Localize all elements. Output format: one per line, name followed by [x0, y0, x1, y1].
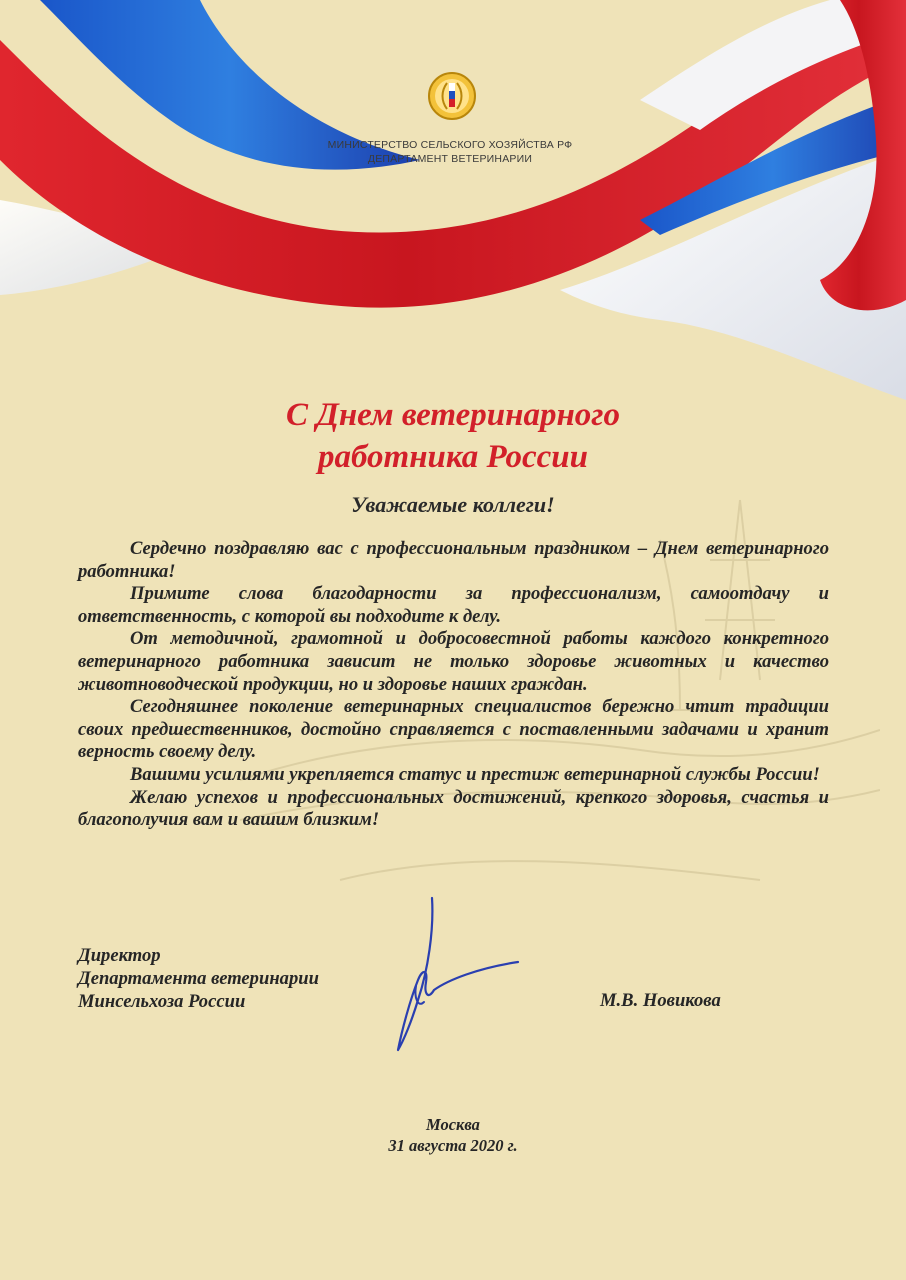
- tricolor-ribbon-decoration: [0, 0, 906, 420]
- department-name: ДЕПАРТАМЕНТ ВЕТЕРИНАРИИ: [367, 153, 533, 165]
- paragraph: Примите слова благодарности за профессионализм, самоотдачу и ответственность, с которой вы подходите к делу.: [78, 583, 829, 627]
- letter-body: [78, 538, 829, 832]
- date: 31 августа 2020 г.: [388, 1136, 518, 1155]
- paragraph: Вашими усилиями укрепляется статус и престиж ветеринарной службы России!: [130, 763, 820, 785]
- position-line-3: Минсельхоза России: [78, 991, 246, 1012]
- ministry-emblem-icon: [427, 71, 477, 121]
- paragraph: Сердечно поздравляю вас с профессиональным праздником – Днем ветеринарного работника!: [78, 538, 829, 582]
- greeting-title: [150, 394, 756, 478]
- ministry-name: МИНИСТЕРСТВО СЕЛЬСКОГО ХОЗЯЙСТВА РФ: [327, 139, 573, 151]
- handwritten-signature: [388, 890, 528, 1060]
- city: Москва: [426, 1115, 480, 1134]
- organization-header: [250, 138, 650, 166]
- paragraph: Желаю успехов и профессиональных достижений, крепкого здоровья, счастья и благополучия вам и вашим близким!: [78, 786, 829, 831]
- position-line-1: Директор: [78, 945, 161, 966]
- title-line-2: работника России: [318, 439, 588, 475]
- title-line-1: С Днем ветеринарного: [286, 397, 620, 433]
- signatory-position: [78, 944, 319, 1013]
- position-line-2: Департамента ветеринарии: [78, 968, 319, 989]
- paragraph: От методичной, грамотной и добросовестной работы каждого конкретного ветеринарного работника зависит не только здоровье животных и качество животноводческой продукции, но и здоровье наших граждан.: [78, 628, 829, 695]
- signatory-name: М.В. Новикова: [600, 990, 721, 1011]
- place-and-date: [300, 1114, 606, 1156]
- salutation: Уважаемые коллеги!: [351, 492, 555, 517]
- paragraph: Сегодняшнее поколение ветеринарных специалистов бережно чтит традиции своих предшественников, достойно справляется с поставленными задачами и хранит верность своему делу.: [78, 696, 829, 763]
